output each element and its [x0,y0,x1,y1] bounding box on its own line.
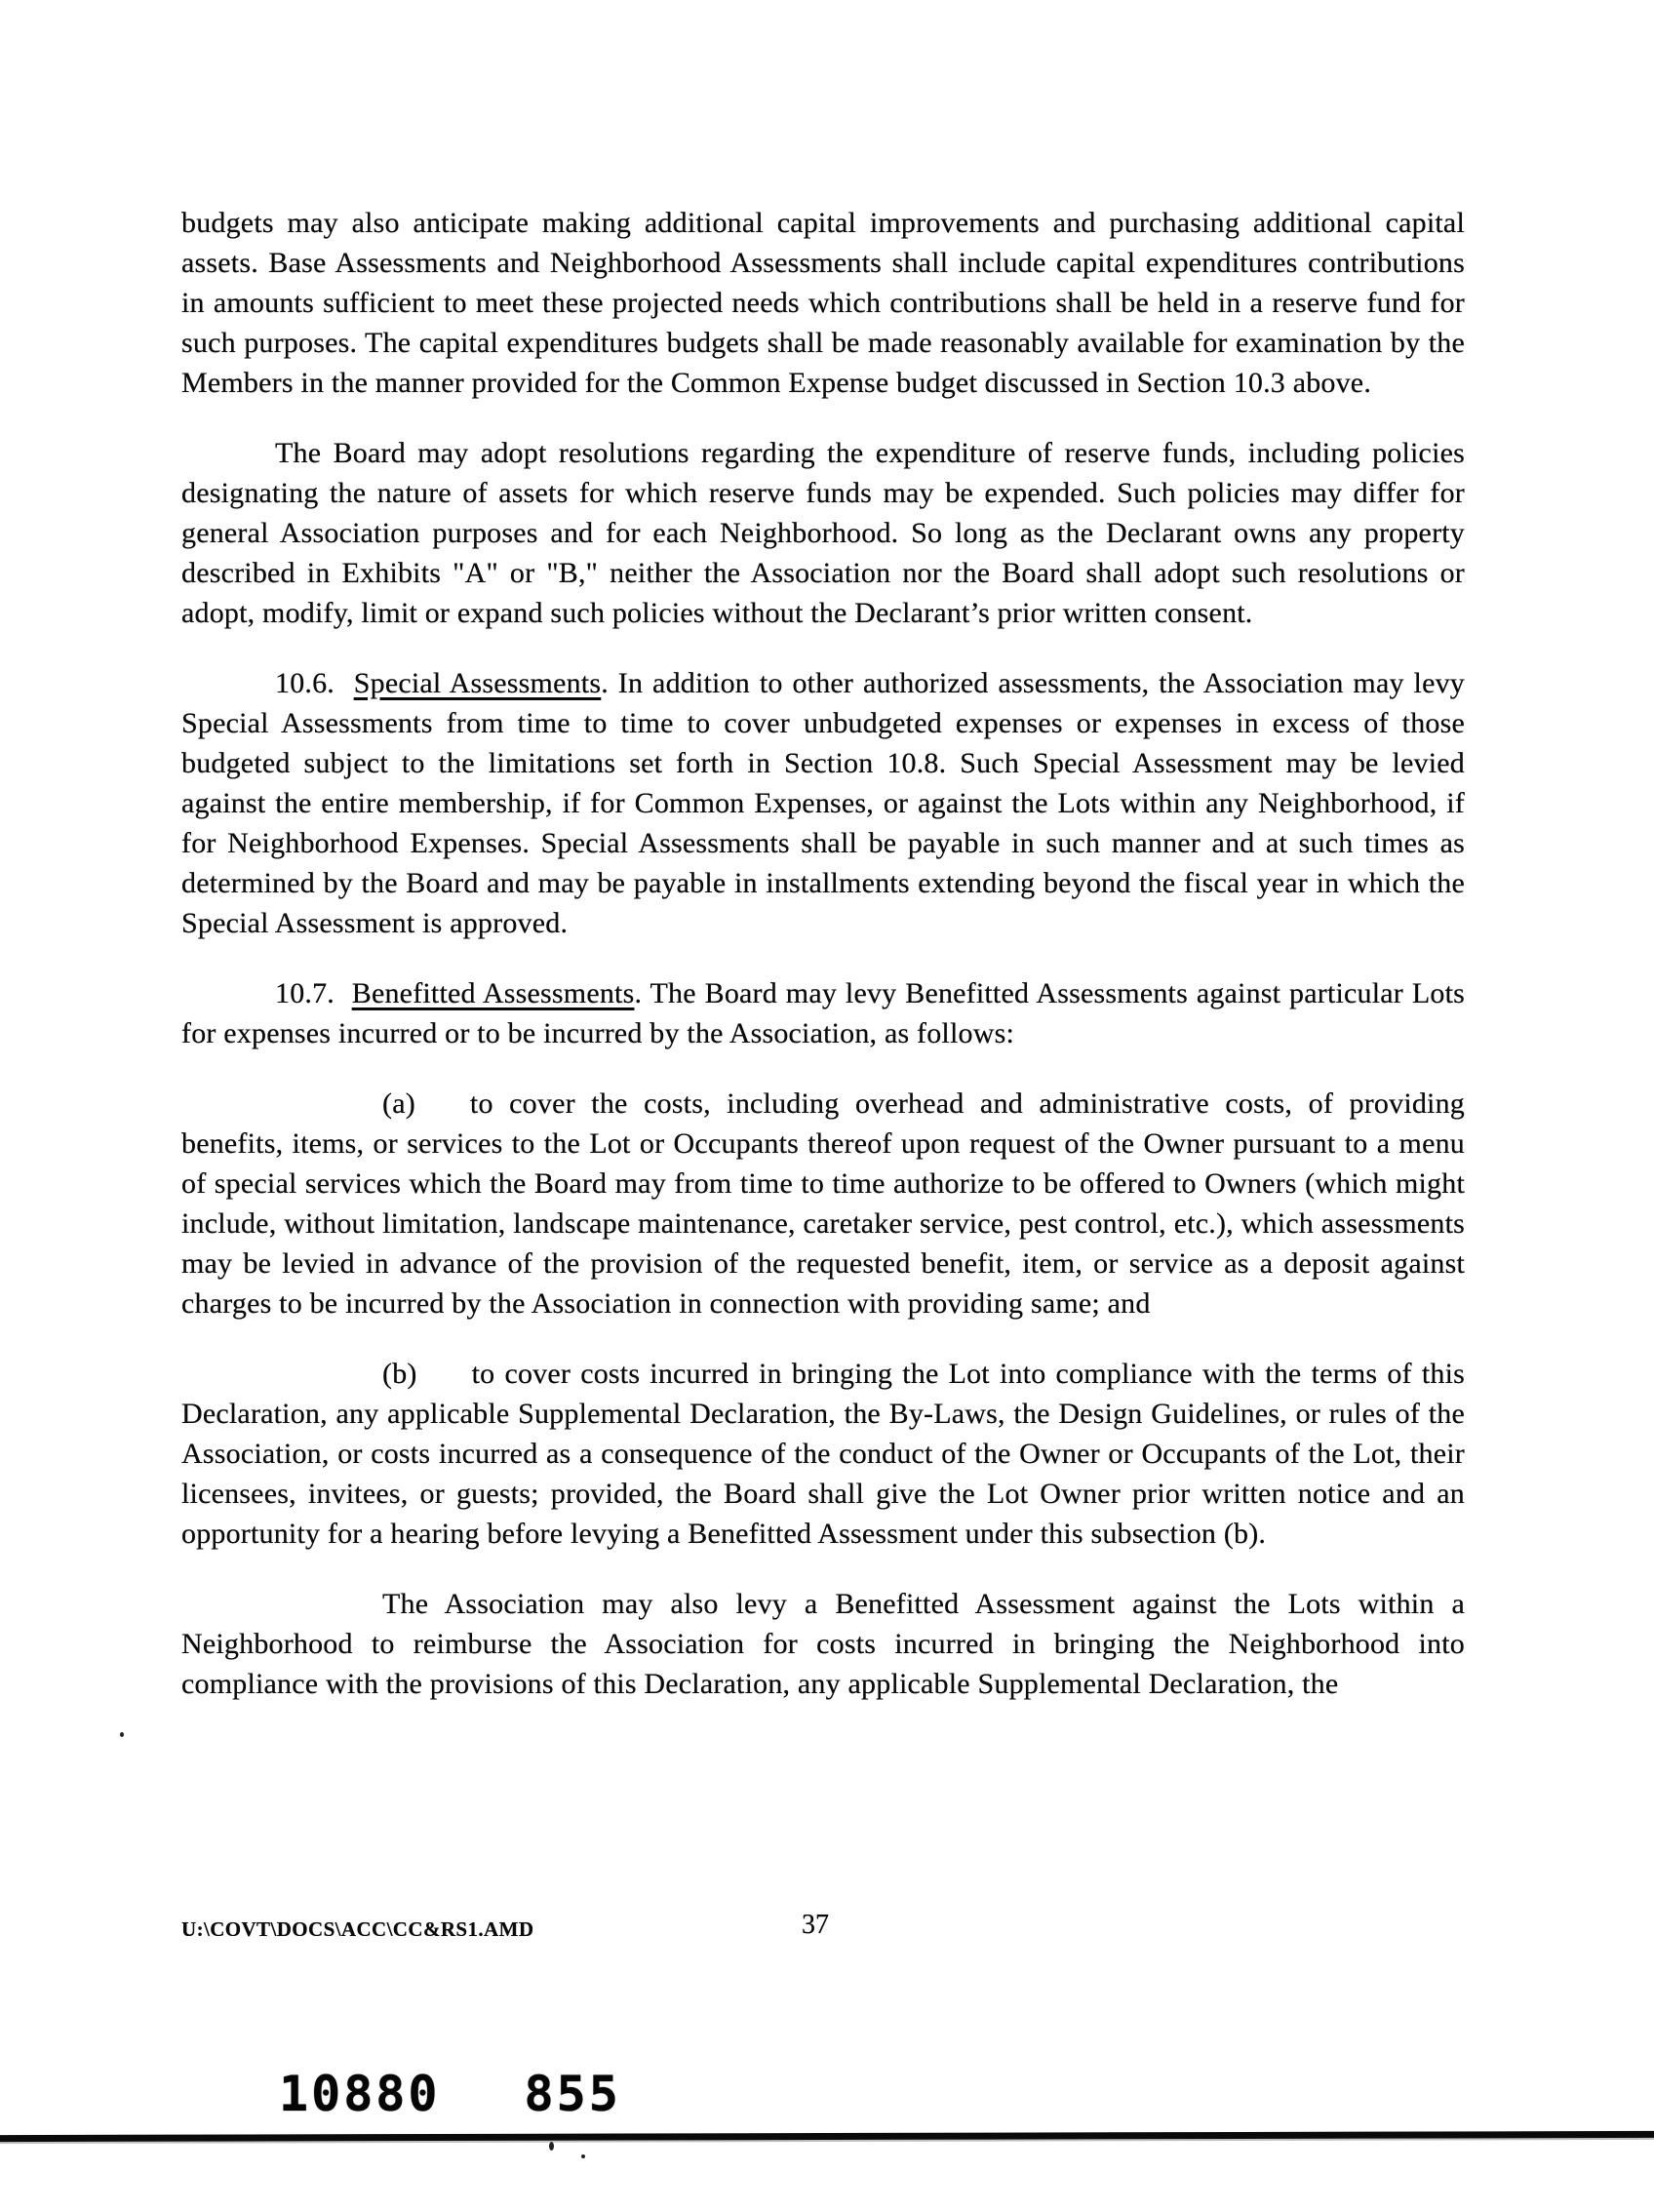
paragraph [181,973,1465,1053]
paragraph [181,203,1465,403]
paragraph [181,1354,1465,1554]
section-title: Special Assessments [353,667,602,699]
subsection-label: (b) [382,1358,417,1390]
recording-stamp [279,2066,621,2122]
paragraph [181,433,1465,633]
paragraph-text: to cover costs incurred in bringing the Lot into compliance with the terms of this Declaration, any applicable Supplemental Declaration, the By-Laws, the Design Guidelines, or rules of the Association, or costs incurred as a consequence of the conduct of the Owner or Occupants of the Lot, their licensees, invitees, or guests; provided, the Board shall give the Lot Owner prior written notice and an opportunity for a hearing before levying a Benefitted Assessment under this subsection (b). [181,1358,1465,1550]
paragraph-text: . In addition to other authorized assessments, the Association may levy Special Assessments from time to time to cover unbudgeted expenses or expenses in excess of those budgeted subject to the limitations set forth in Section 10.8. Such Special Assessment may be levied against the entire membership, if for Common Expenses, or against the Lots within any Neighborhood, if for Neighborhood Expenses. Special Assessments shall be payable in such manner and at such times as determined by the Board and may be payable in installments extending beyond the fiscal year in which the Special Assessment is approved. [181,667,1465,939]
subsection-label: (a) [382,1087,415,1120]
page-number: 37 [802,1910,829,1940]
paragraph-text: . The Board may levy Benefitted Assessments against particular Lots for expenses incurred or to be incurred by the Association, as follows: [181,977,1465,1049]
paragraph-text: budgets may also anticipate making additional capital improvements and purchasing additional capital assets. Base Assessments and Neighborhood Assessments shall include capital expenditures contributions in amounts sufficient to meet these projected needs which contributions shall be held in a reserve fund for such purposes. The capital expenditures budgets shall be made reasonably available for examination by the Members in the manner provided for the Common Expense budget discussed in Section 10.3 above. [181,207,1465,399]
paragraph-text: The Board may adopt resolutions regarding the expenditure of reserve funds, including policies designating the nature of assets for which reserve funds may be expended. Such policies may differ for general Association purposes and for each Neighborhood. So long as the Declarant owns any property described in Exhibits "A" or "B," neither the Association nor the Board shall adopt such resolutions or adopt, modify, limit or expand such policies without the Declarant’s prior written consent. [181,437,1465,629]
section-number: 10.7. [275,977,335,1009]
section-title: Benefitted Assessments [351,977,635,1009]
page-footer [181,1910,1465,1943]
scan-artifact-line [0,2131,1654,2142]
paragraph-text: to cover the costs, including overhead and administrative costs, of providing benefits, items, or services to the Lot or Occupants thereof upon request of the Owner pursuant to a menu of special services which the Board may from time to time authorize to be offered to Owners (which might include, without limitation, landscape maintenance, caretaker service, pest control, etc.), which assessments may be levied in advance of the provision of the requested benefit, item, or service as a deposit against charges to be incurred by the Association in connection with providing same; and [181,1087,1465,1320]
scan-speck [581,2154,585,2158]
scan-speck [120,1732,124,1737]
footer-file-path: U:\COVT\DOCS\ACC\CC&RS1.AMD [181,1917,534,1941]
section-number: 10.6. [275,667,335,699]
paragraph [181,1584,1465,1704]
paragraph [181,663,1465,943]
scan-speck [549,2142,554,2151]
paragraph-text: The Association may also levy a Benefitted Assessment against the Lots within a Neighborhood to reimburse the Association for costs incurred in bringing the Neighborhood into compliance with the provisions of this Declaration, any applicable Supplemental Declaration, the [181,1588,1465,1700]
stamp-page-number: 855 [524,2066,621,2122]
stamp-book-number: 10880 [279,2066,441,2122]
document-text-block [181,203,1465,1734]
paragraph [181,1084,1465,1323]
